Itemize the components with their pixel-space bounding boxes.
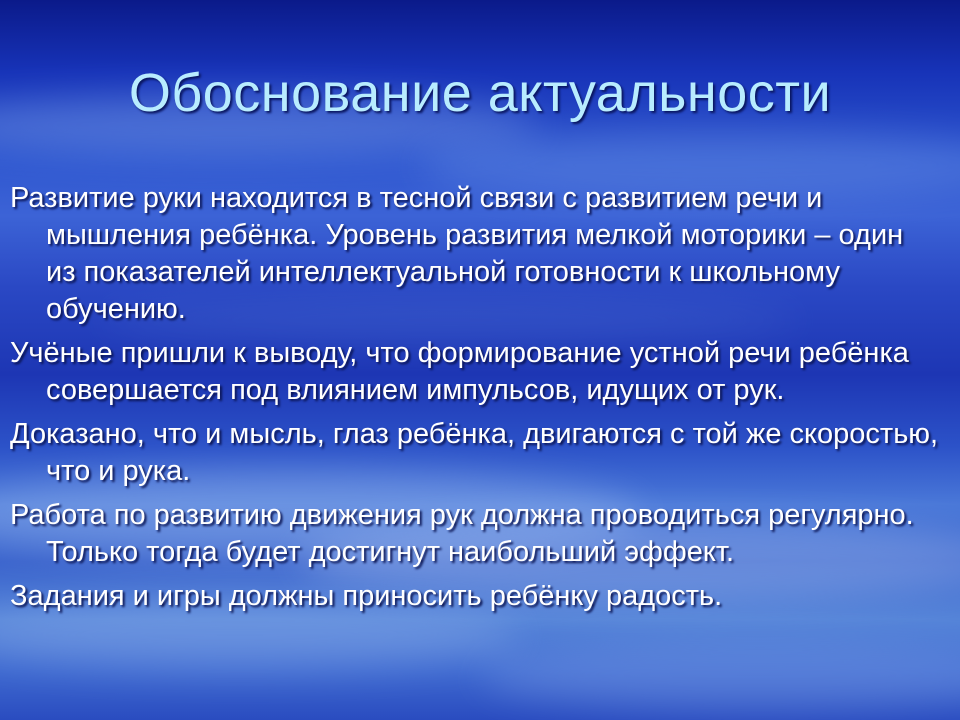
paragraph-proven-speed: Доказано, что и мысль, глаз ребёнка, двигаются с той же скоростью, что и рука. bbox=[10, 418, 939, 487]
slide-body bbox=[10, 180, 940, 622]
paragraph-regular-work: Работа по развитию движения рук должна проводиться регулярно. Только тогда будет достигнут наибольший эффект. bbox=[10, 499, 914, 568]
paragraph-hand-development: Развитие руки находится в тесной связи с развитием речи и мышления ребёнка. Уровень развития мелкой моторики – один из показателей интеллектуальной готовности к школьному обучению. bbox=[10, 182, 904, 325]
paragraph-joy: Задания и игры должны приносить ребёнку радость. bbox=[10, 580, 723, 612]
slide-title: Обоснование актуальности bbox=[128, 63, 832, 123]
paragraph-scientists-conclusion: Учёные пришли к выводу, что формирование устной речи ребёнка совершается под влиянием импульсов, идущих от рук. bbox=[10, 337, 909, 406]
cloud-decoration bbox=[480, 640, 960, 710]
